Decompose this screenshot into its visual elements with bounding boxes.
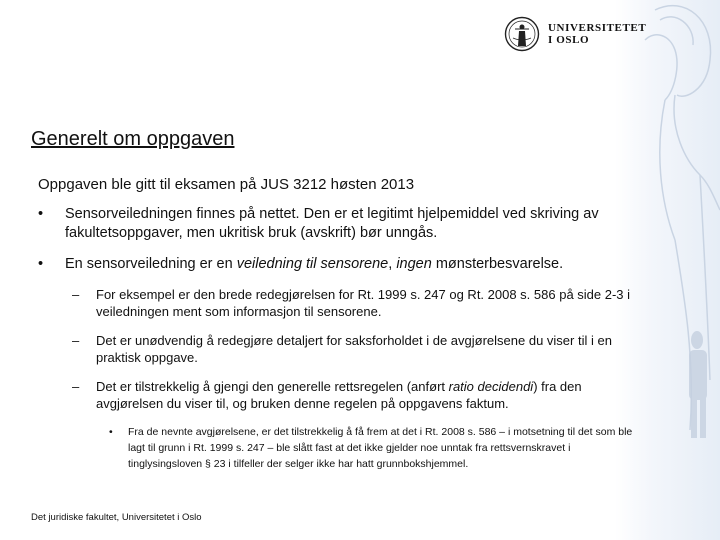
intro-text: Oppgaven ble gitt til eksamen på JUS 3212 høsten 2013 <box>38 176 415 193</box>
sub-bullet-marker: – <box>72 333 80 348</box>
wordmark-line-1: UNIVERSITETET <box>548 22 647 34</box>
sub-bullet-item <box>38 378 638 412</box>
sub-sub-bullet-marker: • <box>109 426 113 438</box>
bullet-text-part: En sensorveiledning er en <box>65 256 237 272</box>
bullet-text-italic: ingen <box>396 256 432 272</box>
footer-text: Det juridiske fakultet, Universitetet i Oslo <box>31 512 202 523</box>
bullet-item <box>38 205 638 243</box>
bullet-text-part: mønsterbesvarelse. <box>431 256 564 272</box>
sub-bullet-text: For eksempel er den brede redegjørelsen for Rt. 1999 s. 247 og Rt. 2008 s. 586 på side 2-3 i veiledningen ment som informasjon til sensorene. <box>96 287 631 319</box>
sub-sub-bullet-item <box>38 424 638 472</box>
bullet-text: Sensorveiledningen finnes på nettet. Den er et legitimt hjelpemiddel ved skriving av fakultetsoppgaver, men ukritisk bruk (avskrift) bør unngås. <box>65 206 599 241</box>
university-seal-icon <box>504 16 540 52</box>
bullet-item <box>38 255 638 274</box>
sub-bullet-item <box>38 332 638 366</box>
sub-bullet-text-italic: ratio decidendi <box>448 379 534 394</box>
sub-bullet-item <box>38 286 638 320</box>
university-logo <box>504 14 646 54</box>
bullet-text-italic: veiledning til sensorene <box>236 256 389 272</box>
sub-bullet-marker: – <box>72 287 80 302</box>
bullet-text-part: , <box>388 256 397 272</box>
sub-bullet-text-part: ) fra den avgjørelsen du viser til, og bruken denne regelen på oppgavens faktum. <box>96 379 582 411</box>
slide-body <box>38 176 638 472</box>
slide-title: Generelt om oppgaven <box>31 128 235 150</box>
sub-bullet-text: Det er unødvendig å redegjøre detaljert for saksforholdet i de avgjørelsene du viser til i en praktisk oppgave. <box>96 333 612 365</box>
university-wordmark <box>548 22 646 46</box>
bullet-marker: • <box>38 206 44 222</box>
sub-bullet-marker: – <box>72 379 80 394</box>
wordmark-line-2: I OSLO <box>548 34 590 46</box>
sub-sub-bullet-text: Fra de nevnte avgjørelsene, er det tilstrekkelig å få frem at det i Rt. 2008 s. 586 – i motsetning til det som ble lagt til grunn i Rt. 1999 s. 247 – ble slått fast at det ikke gjelder noe unntak fra rettsvernskravet i tinglysingsloven § 23 i tilfeller der selger ikke har hatt grunnbokshjemmel. <box>128 426 633 470</box>
sub-bullet-text-part: Det er tilstrekkelig å gjengi den generelle rettsregelen (anført <box>96 379 449 394</box>
bullet-marker: • <box>38 256 44 272</box>
